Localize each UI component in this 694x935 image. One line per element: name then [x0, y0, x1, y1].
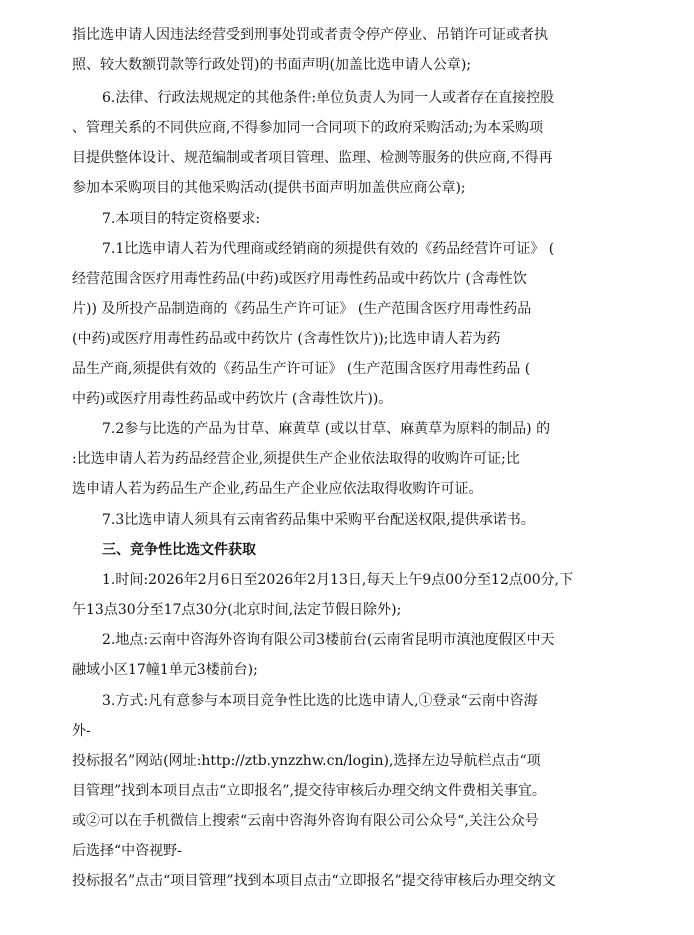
text-line: 投标报名”点击“项目管理”找到本项目点击“立即报名”提交待审核后办理交纳文 — [72, 873, 556, 889]
text-line: 照、较大数额罚款等行政处罚)的书面声明(加盖比选申请人公章); — [72, 57, 472, 73]
text-line: 片)) 及所投产品制造商的《药品生产许可证》 (生产范围含医疗用毒性药品 — [72, 301, 532, 317]
text-line: 7.1比选申请人若为代理商或经销商的须提供有效的《药品经营许可证》 ( — [102, 241, 555, 257]
text-line: 融域小区17幢1单元3楼前台); — [72, 662, 258, 678]
text-line: 品生产商,须提供有效的《药品生产许可证》 (生产范围含医疗用毒性药品 ( — [72, 361, 531, 377]
text-line: 、管理关系的不同供应商,不得参加同一合同项下的政府采购活动;为本采购项 — [72, 120, 544, 136]
text-line: 后选择“中咨视野- — [72, 843, 182, 859]
text-line: 7.本项目的特定资格要求: — [102, 211, 261, 227]
section-heading: 三、竞争性比选文件获取 — [102, 542, 256, 558]
text-line: 午13点30分至17点30分(北京时间,法定节假日除外); — [72, 602, 402, 618]
text-line: 指比选申请人因违法经营受到刑事处罚或者责令停产停业、吊销许可证或者执 — [72, 27, 548, 43]
text-line: (中药)或医疗用毒性药品或中药饮片 (含毒性饮片));比选申请人若为药 — [72, 331, 501, 347]
text-line: 目管理”找到本项目点击“立即报名”,提交待审核后办理交纳文件费相关事宜。 — [72, 783, 546, 799]
text-line: 经营范围含医疗用毒性药品(中药)或医疗用毒性药品或中药饮片 (含毒性饮 — [72, 271, 527, 287]
text-line: 2.地点:云南中咨海外咨询有限公司3楼前台(云南省昆明市滇池度假区中天 — [102, 632, 555, 648]
text-line: :比选申请人若为药品经营企业,须提供生产企业依法取得的收购许可证;比 — [72, 451, 520, 467]
text-line: 6.法律、行政法规规定的其他条件:单位负责人为同一人或者存在直接控股 — [102, 90, 555, 106]
text-line: 目提供整体设计、规范编制或者项目管理、监理、检测等服务的供应商,不得再 — [72, 150, 553, 166]
text-line: 选申请人若为药品生产企业,药品生产企业应依法取得收购许可证。 — [72, 481, 483, 497]
text-line: 中药)或医疗用毒性药品或中药饮片 (含毒性饮片))。 — [72, 391, 393, 407]
text-line: 3.方式:凡有意参与本项目竞争性比选的比选申请人,①登录“云南中咨海 — [102, 693, 538, 709]
text-line: 7.2参与比选的产品为甘草、麻黄草 (或以甘草、麻黄草为原料的制品) 的 — [102, 421, 551, 437]
text-line: 或②可以在手机微信上搜索“云南中咨海外咨询有限公司公众号“,关注公众号 — [72, 813, 539, 829]
text-line: 投标报名”网站(网址:http://ztb.ynzzhw.cn/login),选择左边导航栏点击“项 — [72, 753, 541, 769]
text-line: 外- — [72, 723, 91, 739]
text-line: 7.3比选申请人须具有云南省药品集中采购平台配送权限,提供承诺书。 — [102, 512, 535, 528]
text-line: 参加本采购项目的其他采购活动(提供书面声明加盖供应商公章); — [72, 180, 466, 196]
text-line: 1.时间:2026年2月6日至2026年2月13日,每天上午9点00分至12点00分,下 — [102, 572, 574, 588]
